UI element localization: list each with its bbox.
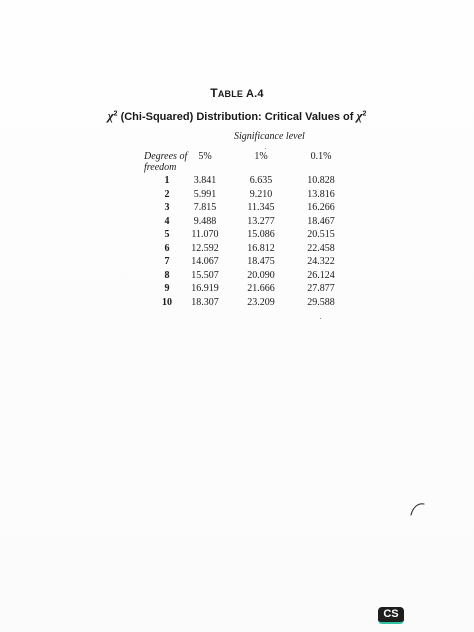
value-cell: 15.507 (191, 269, 219, 281)
table-row (136, 216, 356, 230)
column-header-1pct: 1% (254, 151, 268, 162)
value-cell: 23.209 (247, 296, 275, 308)
table-row (136, 229, 356, 243)
table-label (0, 86, 474, 100)
table-row (136, 270, 356, 284)
critical-values-table (136, 151, 356, 310)
value-cell: 13.277 (247, 215, 275, 227)
chi-superscript-end: 2 (362, 110, 367, 118)
value-cell: 18.307 (191, 296, 219, 308)
df-cell: 10 (162, 296, 172, 308)
df-cell: 7 (164, 256, 170, 267)
value-cell: 11.070 (191, 229, 219, 240)
value-cell: 26.124 (307, 269, 335, 281)
value-cell: 29.588 (307, 296, 335, 308)
table-row (136, 189, 356, 203)
table-row (136, 243, 356, 257)
value-cell: 18.475 (247, 256, 275, 267)
table-row (136, 202, 356, 216)
value-cell: 22.458 (307, 242, 335, 254)
value-cell: 12.592 (191, 242, 219, 254)
df-cell: 9 (164, 283, 170, 294)
df-header-line1: Degrees of (144, 151, 188, 162)
table-row (136, 256, 356, 270)
value-cell: 5.991 (193, 188, 217, 200)
df-cell: 4 (164, 215, 170, 227)
df-cell: 3 (164, 202, 170, 213)
value-cell: 16.812 (247, 242, 275, 254)
table-label-prefix-small: ABLE (217, 89, 244, 99)
value-cell: 20.515 (307, 229, 335, 240)
value-cell: 24.322 (307, 256, 335, 267)
table-row (136, 175, 356, 189)
value-cell: 6.635 (249, 175, 273, 186)
df-cell: 5 (164, 229, 170, 240)
table-row (136, 297, 356, 311)
df-cell: 2 (164, 188, 170, 200)
df-cell: 8 (164, 269, 170, 281)
value-cell: 10.828 (307, 175, 335, 186)
value-cell: 3.841 (193, 175, 217, 186)
value-cell: 18.467 (307, 215, 335, 227)
value-cell: 9.210 (249, 188, 273, 200)
df-cell: 1 (164, 175, 170, 186)
value-cell: 27.877 (307, 283, 335, 294)
value-cell: 21.666 (247, 283, 275, 294)
value-cell: 16.266 (307, 202, 335, 213)
value-cell: 16.919 (191, 283, 219, 294)
value-cell: 15.086 (247, 229, 275, 240)
value-cell: 9.488 (193, 215, 217, 227)
df-cell: 6 (164, 242, 170, 254)
value-cell: 11.345 (247, 202, 275, 213)
pen-stroke-mark (408, 502, 426, 520)
value-cell: 7.815 (193, 202, 217, 213)
df-header-line2: freedom (144, 162, 177, 173)
scan-speck (265, 148, 266, 149)
chi-symbol: χ (107, 108, 114, 123)
value-cell: 20.090 (247, 269, 275, 281)
table-header-row (136, 151, 356, 175)
title-text: (Chi-Squared) Distribution: Critical Values of (117, 111, 357, 123)
table-label-number: A.4 (245, 88, 264, 100)
value-cell: 13.816 (307, 188, 335, 200)
camscanner-badge: CS (378, 607, 404, 624)
significance-level-label: Significance level (234, 131, 305, 142)
value-cell: 14.067 (191, 256, 219, 267)
scan-speck (320, 318, 321, 319)
chi-symbol-end: χ (356, 108, 363, 123)
table-row (136, 283, 356, 297)
chi-superscript: 2 (113, 110, 118, 118)
column-header-0-1pct: 0.1% (310, 151, 332, 162)
table-title (0, 108, 474, 124)
column-header-5pct: 5% (198, 151, 212, 162)
table-label-prefix-big: T (210, 86, 218, 100)
